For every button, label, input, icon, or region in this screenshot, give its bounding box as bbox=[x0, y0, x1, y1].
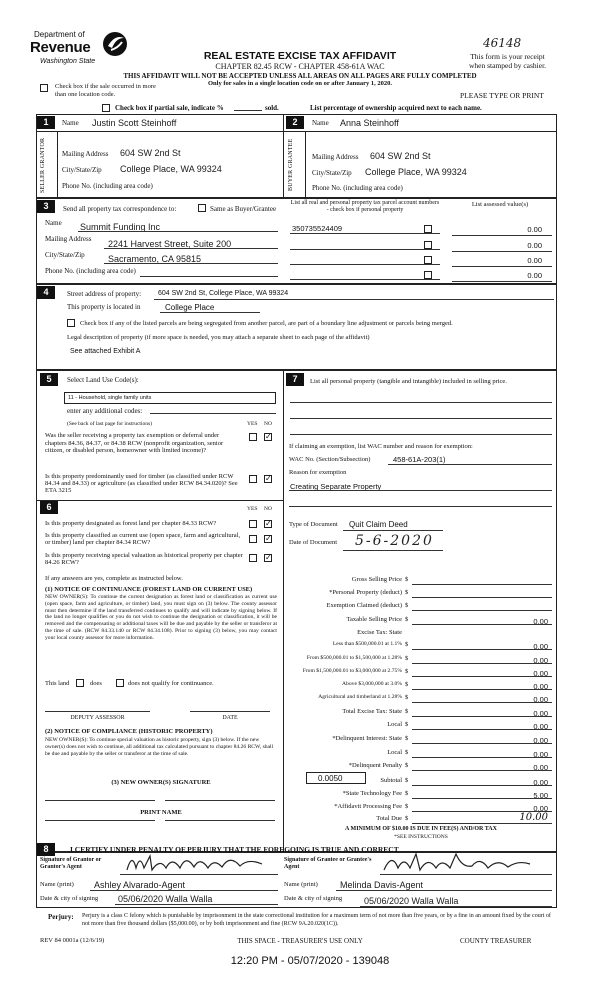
s6-yes: YES bbox=[247, 506, 258, 512]
perjury-label: Perjury: bbox=[48, 913, 74, 921]
receipt-line2: when stamped by cashier. bbox=[468, 61, 547, 70]
buyer-side-label: BUYER GRANTEE bbox=[288, 138, 294, 192]
tax-row-amount[interactable]: 0.00 bbox=[533, 656, 548, 665]
s3-city[interactable]: Sacramento, CA 95815 bbox=[108, 254, 202, 264]
dollar-sign: $ bbox=[405, 749, 409, 756]
additional-codes-label: enter any additional codes: bbox=[67, 407, 143, 415]
tax-row-label: Subtotal bbox=[380, 777, 402, 784]
please-type: PLEASE TYPE OR PRINT bbox=[460, 91, 544, 100]
dollar-sign: $ bbox=[405, 641, 409, 648]
tax-row-amount[interactable]: 0.00 bbox=[533, 669, 548, 678]
s6-q1: Is this property designated as forest land per chapter 84.33 RCW? bbox=[45, 520, 217, 527]
tax-row-label: Taxable Selling Price bbox=[346, 616, 402, 623]
same-as-buyer-label: Same as Buyer/Grantee bbox=[210, 205, 277, 213]
dor-logo bbox=[30, 30, 130, 75]
s5-q2: Is this property predominantly used for timber (as classified under RCW 84.34 and 84.33) or agriculture (as classified under RCW 84.34.020)? See ETA 3215 bbox=[45, 473, 238, 494]
street-label: Street address of property: bbox=[67, 290, 142, 298]
tax-row-label: *Affidavit Processing Fee bbox=[334, 803, 402, 810]
see-back: (See back of last page for instructions) bbox=[67, 421, 152, 427]
dollar-sign: $ bbox=[405, 721, 409, 728]
section-6-number: 6 bbox=[40, 501, 58, 514]
personal-property-checkbox[interactable] bbox=[424, 241, 432, 249]
street-address[interactable]: 604 SW 2nd St, College Place, WA 99324 bbox=[158, 290, 289, 297]
s5-q2-yes[interactable] bbox=[249, 475, 257, 483]
see-instructions: *SEE INSTRUCTIONS bbox=[394, 834, 448, 840]
assessed-value[interactable]: 0.00 bbox=[527, 225, 542, 234]
assessed-value[interactable]: 0.00 bbox=[527, 256, 542, 265]
dollar-sign: $ bbox=[405, 815, 409, 822]
notice1-title: (1) NOTICE OF CONTINUANCE (FOREST LAND OR CURRENT USE) bbox=[45, 586, 253, 593]
section-8-number: 8 bbox=[37, 843, 55, 856]
form-title: REAL ESTATE EXCISE TAX AFFIDAVIT bbox=[203, 50, 397, 62]
if-yes-label: If any answers are yes, complete as instructed below. bbox=[45, 575, 183, 582]
grantee-name[interactable]: Melinda Davis-Agent bbox=[340, 880, 424, 890]
grantee-date-label: Date & city of signing bbox=[284, 895, 343, 902]
buyer-address[interactable]: 604 SW 2nd St bbox=[370, 151, 431, 161]
assessed-header: List assessed value(s) bbox=[471, 201, 529, 208]
s3-name-label: Name bbox=[45, 219, 62, 227]
s6-q3: Is this property receiving special valuation as historical property per chapter 84.26 RCW? bbox=[45, 552, 243, 566]
grantor-sig-label: Signature of Grantor or Grantor's Agent bbox=[40, 857, 102, 870]
grantee-date-city[interactable]: 05/06/2020 Walla Walla bbox=[364, 896, 459, 906]
grantor-date-city[interactable]: 05/06/2020 Walla Walla bbox=[118, 894, 213, 904]
buyer-phone-label: Phone No. (including area code) bbox=[312, 184, 403, 192]
deputy-label: DEPUTY ASSESSOR bbox=[70, 715, 125, 721]
land-use-value: 11 - Household, single family units bbox=[68, 395, 152, 401]
tax-row-amount[interactable]: 5.00 bbox=[533, 791, 548, 800]
exemption-label: If claiming an exemption, list WAC number and reason for exemption: bbox=[289, 443, 473, 450]
s6-q3-no[interactable]: ✓ bbox=[265, 553, 272, 562]
seller-side-label: SELLER GRANTOR bbox=[40, 137, 46, 193]
parcel-header: List all real and personal property tax parcel account numbers - check box if personal property bbox=[290, 200, 440, 213]
grantor-date-label: Date & city of signing bbox=[40, 895, 99, 902]
assessed-value[interactable]: 0.00 bbox=[527, 271, 542, 280]
located-label: This property is located in bbox=[67, 303, 141, 311]
partial-pct-line[interactable] bbox=[234, 110, 262, 111]
tax-row-label: Gross Selling Price bbox=[351, 576, 402, 583]
tax-row-label: Local bbox=[387, 749, 402, 756]
personal-property-checkbox[interactable] bbox=[424, 256, 432, 264]
dollar-sign: $ bbox=[405, 655, 409, 662]
doc-type-label: Type of Document bbox=[289, 521, 338, 528]
tax-row-label: From $500,000.01 to $1,500,000 at 1.28% bbox=[306, 655, 402, 661]
send-to-label: Send all property tax correspondence to: bbox=[63, 205, 177, 213]
s6-q1-no[interactable]: ✓ bbox=[265, 519, 272, 528]
s6-no: NO bbox=[264, 506, 272, 512]
tax-row-label: *Delinquent Interest: State bbox=[332, 735, 402, 742]
s5-q2-no[interactable]: ✓ bbox=[265, 474, 272, 483]
dor-swoosh-icon bbox=[100, 30, 130, 58]
tax-row-amount[interactable]: 0.00 bbox=[533, 804, 548, 813]
tax-row-amount[interactable]: 0.00 bbox=[533, 736, 548, 745]
s7-title: List all personal property (tangible and intangible) included in selling price. bbox=[310, 378, 507, 385]
grantor-signature bbox=[122, 850, 272, 875]
minimum-due: A MINIMUM OF $10.00 IS DUE IN FEE(S) AND/OR TAX bbox=[345, 826, 497, 832]
dollar-sign: $ bbox=[405, 576, 409, 583]
s3-address[interactable]: 2241 Harvest Street, Suite 200 bbox=[108, 239, 232, 249]
wac-label: WAC No. (Section/Subsection) bbox=[289, 456, 371, 463]
legal-description[interactable]: See attached Exhibit A bbox=[70, 348, 141, 355]
segregated-checkbox[interactable] bbox=[67, 319, 75, 327]
s6-q2: Is this property classified as current use (open space, farm and agricultural, or timber) land per chapter 84.34 RCW? bbox=[45, 532, 241, 546]
section-7-number: 7 bbox=[286, 373, 304, 386]
buyer-name-label: Name bbox=[312, 119, 329, 127]
dept-line1: Department of bbox=[34, 30, 85, 39]
local-rate: 0.0050 bbox=[318, 774, 343, 783]
tax-row-amount[interactable]: 0.00 bbox=[533, 709, 548, 718]
land-use-label: Select Land Use Code(s): bbox=[67, 376, 139, 384]
does-label: does bbox=[90, 680, 102, 687]
tax-row-label: Less than $500,000.01 at 1.1% bbox=[332, 641, 402, 647]
notice1-body: NEW OWNER(S): To continue the current designation as forest land or classification as current use (open space, farm and agriculture, or timber) land, you must sign on (3) below. The county assessor must then determine if the land transferred continues to qualify and will indicate by signing below. If the land no longer qualifies or you do not wish to continue the designation or classification, it will be removed and the compensating or additional taxes will be due and payable by the seller or transferor at the time of sale. (RCW 84.33.140 or RCW 84.34.108). Prior to signing (3) below, you may contact your local county assessor for more information. bbox=[45, 594, 277, 641]
tax-row-amount[interactable]: 0.00 bbox=[533, 778, 548, 787]
seller-name[interactable]: Justin Scott Steinhoff bbox=[92, 118, 177, 128]
perjury-text: Perjury is a class C felony which is punishable by imprisonment in the state correctional institution for a maximum term of not more than five years, or by a fine in an amount fixed by the court of not more than five thousand dollars ($5,000.00), or by both imprisonment and fine (RCW 9A.20.020(1C)). bbox=[82, 913, 551, 927]
segregated-label: Check box if any of the listed parcels are being segregated from another parcel, are part of a boundary line adjustment or parcels being merged. bbox=[80, 320, 453, 327]
buyer-city-label: City/State/Zip bbox=[312, 169, 352, 177]
tax-row-amount[interactable]: 0.00 bbox=[533, 642, 548, 651]
seller-city-label: City/State/Zip bbox=[62, 166, 102, 174]
tax-row-amount[interactable]: 0.00 bbox=[533, 695, 548, 704]
tax-row-amount[interactable]: 10.00 bbox=[519, 812, 548, 823]
s6-q2-yes[interactable] bbox=[249, 535, 257, 543]
dollar-sign: $ bbox=[405, 602, 409, 609]
certify-label: I CERTIFY UNDER PENALTY OF PERJURY THAT THE FOREGOING IS TRUE AND CORRECT bbox=[70, 845, 399, 854]
assessed-value[interactable]: 0.00 bbox=[527, 241, 542, 250]
treasurer-use: THIS SPACE - TREASURER'S USE ONLY bbox=[237, 937, 363, 945]
date-label: DATE bbox=[222, 715, 238, 721]
does-not-checkbox[interactable] bbox=[116, 679, 124, 687]
section-1-number: 1 bbox=[37, 116, 55, 129]
tax-row-label: *State Technology Fee bbox=[342, 790, 402, 797]
grantee-sig-label: Signature of Grantee or Grantee's Agent bbox=[284, 857, 372, 870]
county-treasurer: COUNTY TREASURER bbox=[460, 937, 532, 945]
tax-row-amount[interactable]: 0.00 bbox=[533, 617, 548, 626]
seller-phone-label: Phone No. (including area code) bbox=[62, 182, 153, 190]
tax-row-label: Total Excise Tax: State bbox=[342, 708, 402, 715]
doc-date-label: Date of Document bbox=[289, 539, 338, 546]
dollar-sign: $ bbox=[405, 790, 409, 797]
section-4-number: 4 bbox=[37, 286, 55, 299]
tax-row-amount[interactable]: 0.00 bbox=[533, 750, 548, 759]
handwritten-number: 46148 bbox=[483, 36, 522, 50]
partial-sale-label: Check box if partial sale, indicate % bbox=[115, 104, 224, 112]
reason-label: Reason for exemption bbox=[289, 469, 347, 476]
grantor-name[interactable]: Ashley Alvarado-Agent bbox=[94, 880, 186, 890]
dollar-sign: $ bbox=[405, 735, 409, 742]
s6-q2-no[interactable]: ✓ bbox=[265, 534, 272, 543]
personal-property-checkbox[interactable] bbox=[424, 271, 432, 279]
s5-q1-no[interactable]: ✓ bbox=[265, 432, 272, 441]
dollar-sign: $ bbox=[405, 803, 409, 810]
doc-date[interactable]: 5-6-2020 bbox=[355, 533, 434, 549]
tax-row-label: Agricultural and timberland at 1.28% bbox=[318, 694, 402, 700]
does-not-label: does not qualify for continuance. bbox=[128, 680, 214, 687]
warning-text: THIS AFFIDAVIT WILL NOT BE ACCEPTED UNLESS ALL AREAS ON ALL PAGES ARE FULLY COMPLETED bbox=[123, 72, 477, 80]
tax-row-amount[interactable]: 0.00 bbox=[533, 722, 548, 731]
parcel-number[interactable]: 350735524409 bbox=[292, 224, 343, 233]
doc-type[interactable]: Quit Claim Deed bbox=[349, 520, 408, 529]
tax-row-label: From $1,500,000.01 to $3,000,000 at 2.75% bbox=[302, 668, 402, 674]
seller-addr-label: Mailing Address bbox=[62, 150, 109, 158]
new-owner-sig-label: (3) NEW OWNER(S) SIGNATURE bbox=[111, 779, 211, 786]
dollar-sign: $ bbox=[405, 668, 409, 675]
grantor-name-label: Name (print) bbox=[40, 881, 74, 888]
print-name-label: PRINT NAME bbox=[140, 809, 182, 816]
s3-phone-label: Phone No. (including area code) bbox=[45, 267, 136, 275]
dollar-sign: $ bbox=[405, 589, 409, 596]
dollar-sign: $ bbox=[405, 681, 409, 688]
multi-location-checkbox[interactable] bbox=[40, 84, 48, 92]
section-5-number: 5 bbox=[40, 373, 58, 386]
tax-row-label: Excise Tax: State bbox=[357, 629, 402, 636]
receipt-line1: This form is your receipt bbox=[470, 52, 545, 61]
notice2-body: NEW OWNER(S): To continue special valuation as historic property, sign (3) below. If the new owner(s) does not wish to continue, all additional tax calculated pursuant to chapter 84.26 RCW, shall be due and payable by the seller or transferor at the time of sale. bbox=[45, 737, 274, 757]
s6-q3-yes[interactable] bbox=[249, 554, 257, 562]
partial-sale-checkbox[interactable] bbox=[102, 104, 110, 112]
sales-note: Only for sales in a single location code on or after January 1, 2020. bbox=[208, 80, 392, 87]
recording-stamp: 12:20 PM - 05/07/2020 - 139048 bbox=[230, 955, 390, 967]
section-3-number: 3 bbox=[37, 200, 55, 213]
tax-row-label: Above $3,000,000 at 3.0% bbox=[342, 681, 402, 687]
dollar-sign: $ bbox=[405, 777, 409, 784]
s3-name[interactable]: Summit Funding Inc bbox=[80, 222, 161, 232]
section-2-number: 2 bbox=[286, 116, 304, 129]
form-subtitle: CHAPTER 82.45 RCW - CHAPTER 458-61A WAC bbox=[215, 62, 385, 71]
seller-address[interactable]: 604 SW 2nd St bbox=[120, 148, 181, 158]
tax-row-label: *Personal Property (deduct) bbox=[329, 589, 402, 596]
s5-no: NO bbox=[264, 421, 272, 427]
tax-row-amount[interactable]: 0.00 bbox=[533, 763, 548, 772]
s3-city-label: City/State/Zip bbox=[45, 251, 85, 259]
sold-label: sold. bbox=[265, 104, 279, 112]
tax-row-amount[interactable]: 0.00 bbox=[533, 682, 548, 691]
notice2-title: (2) NOTICE OF COMPLIANCE (HISTORIC PROPERTY) bbox=[45, 728, 213, 735]
wac-number[interactable]: 458-61A-203(1) bbox=[393, 455, 446, 464]
legal-label: Legal description of property (if more space is needed, you may attach a separate sheet to each page of the affidavit) bbox=[67, 334, 370, 341]
seller-name-label: Name bbox=[62, 119, 79, 127]
tax-row-label: Local bbox=[387, 721, 402, 728]
buyer-name[interactable]: Anna Steinhoff bbox=[340, 118, 399, 128]
tax-row-label: *Delinquent Penalty bbox=[348, 762, 402, 769]
buyer-addr-label: Mailing Address bbox=[312, 153, 359, 161]
rev-number: REV 84 0001a (12/6/19) bbox=[40, 937, 105, 944]
dollar-sign: $ bbox=[405, 762, 409, 769]
does-checkbox[interactable] bbox=[76, 679, 84, 687]
dollar-sign: $ bbox=[405, 616, 409, 623]
dept-line2: Revenue bbox=[30, 39, 91, 56]
dollar-sign: $ bbox=[405, 694, 409, 701]
buyer-city[interactable]: College Place, WA 99324 bbox=[365, 167, 467, 177]
tax-row-label: Exemption Claimed (deduct) bbox=[326, 602, 402, 609]
s3-addr-label: Mailing Address bbox=[45, 235, 92, 243]
additional-codes-input[interactable] bbox=[150, 413, 276, 414]
dept-line3: Washington State bbox=[40, 58, 96, 65]
this-land-label: This land bbox=[45, 680, 70, 687]
multi-location-label: Check box if the sale occurred in more than one location code. bbox=[55, 83, 156, 98]
grantee-signature bbox=[380, 850, 540, 875]
ownership-note: List percentage of ownership acquired next to each name. bbox=[310, 104, 482, 112]
s5-q1-yes[interactable] bbox=[249, 433, 257, 441]
dollar-sign: $ bbox=[405, 708, 409, 715]
exemption-reason[interactable]: Creating Separate Property bbox=[290, 482, 382, 491]
seller-city[interactable]: College Place, WA 99324 bbox=[120, 164, 222, 174]
tax-row-label: Total Due bbox=[376, 815, 402, 822]
located-city[interactable]: College Place bbox=[165, 303, 215, 312]
s5-q1: Was the seller receiving a property tax exemption or deferral under chapters 84.36, 84.37, or 84.38 RCW (nonprofit organization, senior citizen, or disabled person, homeowner with limited income)? bbox=[45, 432, 224, 454]
s5-yes: YES bbox=[247, 421, 258, 427]
s6-q1-yes[interactable] bbox=[249, 520, 257, 528]
grantee-name-label: Name (print) bbox=[284, 881, 318, 888]
personal-property-checkbox[interactable] bbox=[424, 225, 432, 233]
same-as-buyer-checkbox[interactable] bbox=[198, 204, 206, 212]
